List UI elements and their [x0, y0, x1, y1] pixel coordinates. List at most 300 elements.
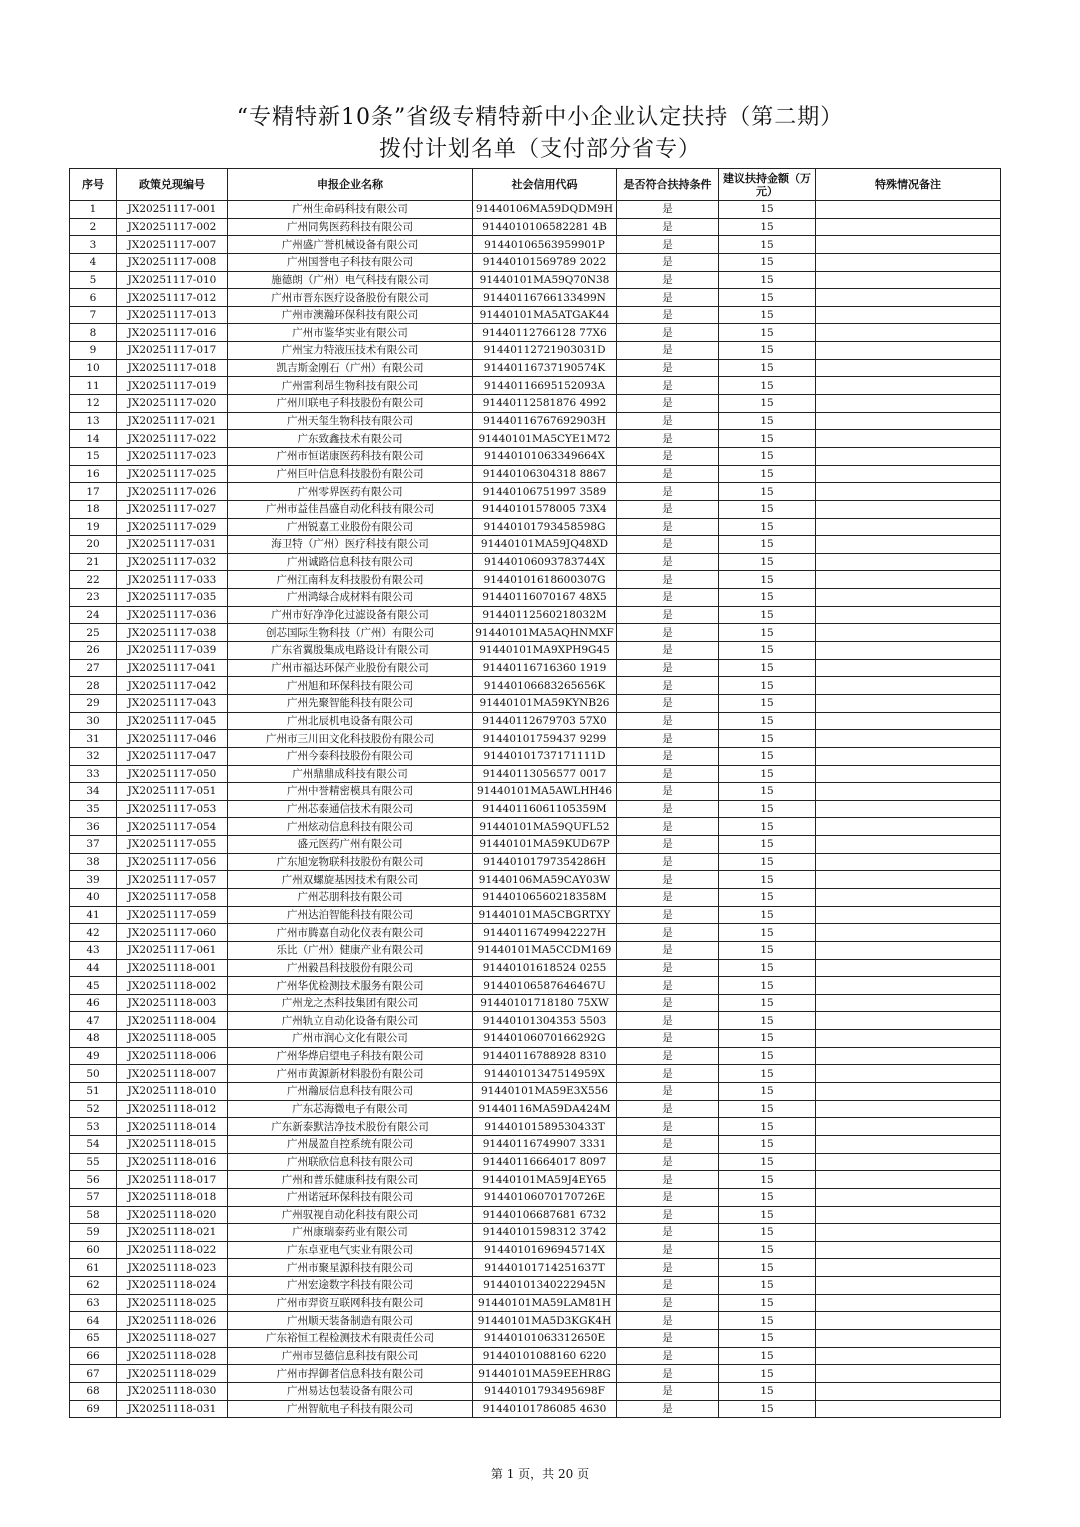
company-name: 广州中誉精密模具有限公司 [228, 783, 473, 801]
remarks [816, 536, 1001, 554]
remarks [816, 430, 1001, 448]
company-name: 广州市晋东医疗设备股份有限公司 [228, 289, 473, 307]
policy-number: JX20251117-059 [117, 906, 228, 924]
amount: 15 [719, 642, 816, 660]
eligible: 是 [617, 324, 719, 342]
company-name: 广州鸿绿合成材料有限公司 [228, 589, 473, 607]
amount: 15 [719, 1241, 816, 1259]
remarks [816, 1259, 1001, 1277]
policy-number: JX20251117-008 [117, 253, 228, 271]
row-index: 30 [70, 712, 117, 730]
amount: 15 [719, 201, 816, 219]
company-name: 广东新泰默洁净技术股份有限公司 [228, 1118, 473, 1136]
eligible: 是 [617, 924, 719, 942]
credit-code: 91440106304318 8867 [473, 465, 617, 483]
row-index: 58 [70, 1206, 117, 1224]
company-name: 广州智航电子科技有限公司 [228, 1400, 473, 1418]
eligible: 是 [617, 1065, 719, 1083]
remarks [816, 765, 1001, 783]
remarks [816, 1188, 1001, 1206]
credit-code: 91440112679703 57X0 [473, 712, 617, 730]
table-row [70, 642, 1001, 660]
eligible: 是 [617, 536, 719, 554]
policy-number: JX20251117-050 [117, 765, 228, 783]
remarks [816, 253, 1001, 271]
header-amount: 建议扶持金额（万元） [719, 169, 816, 201]
row-index: 57 [70, 1188, 117, 1206]
remarks [816, 1012, 1001, 1030]
company-name: 广东旭宠物联科技股份有限公司 [228, 853, 473, 871]
amount: 15 [719, 1030, 816, 1048]
row-index: 55 [70, 1153, 117, 1171]
policy-number: JX20251118-025 [117, 1294, 228, 1312]
row-index: 1 [70, 201, 117, 219]
eligible: 是 [617, 1294, 719, 1312]
remarks [816, 377, 1001, 395]
row-index: 61 [70, 1259, 117, 1277]
amount: 15 [719, 1259, 816, 1277]
amount: 15 [719, 977, 816, 995]
eligible: 是 [617, 888, 719, 906]
row-index: 67 [70, 1365, 117, 1383]
table-row [70, 483, 1001, 501]
credit-code: 91440116749942227H [473, 924, 617, 942]
eligible: 是 [617, 1241, 719, 1259]
credit-code: 91440101MA59LAM81H [473, 1294, 617, 1312]
credit-code: 91440101304353 5503 [473, 1012, 617, 1030]
company-name: 广州雷利昂生物科技有限公司 [228, 377, 473, 395]
remarks [816, 359, 1001, 377]
policy-number: JX20251118-023 [117, 1259, 228, 1277]
row-index: 38 [70, 853, 117, 871]
remarks [816, 447, 1001, 465]
row-index: 18 [70, 500, 117, 518]
row-index: 39 [70, 871, 117, 889]
eligible: 是 [617, 642, 719, 660]
credit-code: 91440106MA59DQDM9H [473, 201, 617, 219]
company-name: 广州诚路信息科技有限公司 [228, 553, 473, 571]
amount: 15 [719, 589, 816, 607]
table-row [70, 730, 1001, 748]
remarks [816, 589, 1001, 607]
remarks [816, 465, 1001, 483]
table-row [70, 1030, 1001, 1048]
eligible: 是 [617, 1153, 719, 1171]
table-row [70, 1118, 1001, 1136]
row-index: 46 [70, 994, 117, 1012]
amount: 15 [719, 289, 816, 307]
company-name: 广州联欣信息科技有限公司 [228, 1153, 473, 1171]
row-index: 43 [70, 941, 117, 959]
amount: 15 [719, 853, 816, 871]
policy-number: JX20251118-027 [117, 1330, 228, 1348]
amount: 15 [719, 412, 816, 430]
remarks [816, 1330, 1001, 1348]
amount: 15 [719, 606, 816, 624]
table-row [70, 236, 1001, 254]
policy-number: JX20251117-001 [117, 201, 228, 219]
company-name: 广州锐嘉工业股份有限公司 [228, 518, 473, 536]
amount: 15 [719, 1347, 816, 1365]
remarks [816, 994, 1001, 1012]
table-row [70, 218, 1001, 236]
eligible: 是 [617, 253, 719, 271]
eligible: 是 [617, 1347, 719, 1365]
amount: 15 [719, 359, 816, 377]
remarks [816, 1047, 1001, 1065]
company-name: 广州宝力特液压技术有限公司 [228, 342, 473, 360]
eligible: 是 [617, 1012, 719, 1030]
company-name: 广州毅昌科技股份有限公司 [228, 959, 473, 977]
remarks [816, 271, 1001, 289]
company-name: 广州芯泰通信技术有限公司 [228, 800, 473, 818]
credit-code: 91440101759437 9299 [473, 730, 617, 748]
row-index: 16 [70, 465, 117, 483]
company-name: 广州国誉电子科技有限公司 [228, 253, 473, 271]
amount: 15 [719, 677, 816, 695]
remarks [816, 941, 1001, 959]
credit-code: 91440106070166292G [473, 1030, 617, 1048]
policy-number: JX20251117-051 [117, 783, 228, 801]
eligible: 是 [617, 1206, 719, 1224]
table-row [70, 324, 1001, 342]
remarks [816, 1241, 1001, 1259]
policy-number: JX20251117-033 [117, 571, 228, 589]
amount: 15 [719, 888, 816, 906]
policy-number: JX20251118-030 [117, 1382, 228, 1400]
remarks [816, 888, 1001, 906]
eligible: 是 [617, 1224, 719, 1242]
credit-code: 91440106MA59CAY03W [473, 871, 617, 889]
amount: 15 [719, 518, 816, 536]
eligible: 是 [617, 218, 719, 236]
row-index: 47 [70, 1012, 117, 1030]
remarks [816, 553, 1001, 571]
amount: 15 [719, 871, 816, 889]
company-name: 广州市润心文化有限公司 [228, 1030, 473, 1048]
eligible: 是 [617, 359, 719, 377]
row-index: 24 [70, 606, 117, 624]
company-name: 广州巨叶信息科技股份有限公司 [228, 465, 473, 483]
table-row [70, 1224, 1001, 1242]
company-name: 广州市恒诺康医药科技有限公司 [228, 447, 473, 465]
remarks [816, 1347, 1001, 1365]
table-row [70, 1294, 1001, 1312]
eligible: 是 [617, 977, 719, 995]
row-index: 49 [70, 1047, 117, 1065]
company-name: 广州市益佳昌盛自动化科技有限公司 [228, 500, 473, 518]
policy-number: JX20251118-024 [117, 1277, 228, 1295]
remarks [816, 606, 1001, 624]
credit-code: 91440101578005 73X4 [473, 500, 617, 518]
table-body [70, 201, 1001, 1418]
eligible: 是 [617, 1171, 719, 1189]
credit-code: 91440101718180 75XW [473, 994, 617, 1012]
row-index: 59 [70, 1224, 117, 1242]
credit-code: 91440101MA59QUFL52 [473, 818, 617, 836]
eligible: 是 [617, 800, 719, 818]
policy-number: JX20251117-027 [117, 500, 228, 518]
policy-number: JX20251117-054 [117, 818, 228, 836]
credit-code: 91440116749907 3331 [473, 1135, 617, 1153]
row-index: 11 [70, 377, 117, 395]
credit-code: 91440116070167 48X5 [473, 589, 617, 607]
row-index: 34 [70, 783, 117, 801]
policy-number: JX20251117-046 [117, 730, 228, 748]
row-index: 29 [70, 694, 117, 712]
policy-number: JX20251118-016 [117, 1153, 228, 1171]
table-row [70, 306, 1001, 324]
remarks [816, 906, 1001, 924]
table-row [70, 1012, 1001, 1030]
amount: 15 [719, 465, 816, 483]
company-name: 广州先聚智能科技有限公司 [228, 694, 473, 712]
credit-code: 91440101696945714X [473, 1241, 617, 1259]
amount: 15 [719, 1047, 816, 1065]
amount: 15 [719, 1065, 816, 1083]
company-name: 广州市聚星源科技有限公司 [228, 1259, 473, 1277]
credit-code: 91440106587646467U [473, 977, 617, 995]
table-row [70, 1188, 1001, 1206]
row-index: 62 [70, 1277, 117, 1295]
policy-number: JX20251117-035 [117, 589, 228, 607]
funding-list-table [69, 168, 1001, 1418]
company-name: 乐比（广州）健康产业有限公司 [228, 941, 473, 959]
company-name: 广州宏途数字科技有限公司 [228, 1277, 473, 1295]
remarks [816, 1365, 1001, 1383]
amount: 15 [719, 306, 816, 324]
table-row [70, 1065, 1001, 1083]
remarks [816, 818, 1001, 836]
table-row [70, 253, 1001, 271]
credit-code: 91440116766133499N [473, 289, 617, 307]
eligible: 是 [617, 853, 719, 871]
company-name: 广州轨立自动化设备有限公司 [228, 1012, 473, 1030]
table-row [70, 342, 1001, 360]
eligible: 是 [617, 412, 719, 430]
row-index: 19 [70, 518, 117, 536]
remarks [816, 1153, 1001, 1171]
eligible: 是 [617, 694, 719, 712]
eligible: 是 [617, 553, 719, 571]
amount: 15 [719, 624, 816, 642]
eligible: 是 [617, 571, 719, 589]
table-row [70, 1100, 1001, 1118]
remarks [816, 712, 1001, 730]
company-name: 广州驭视自动化科技有限公司 [228, 1206, 473, 1224]
credit-code: 91440116664017 8097 [473, 1153, 617, 1171]
credit-code: 91440101088160 6220 [473, 1347, 617, 1365]
amount: 15 [719, 1012, 816, 1030]
document-title-line2: 拨付计划名单（支付部分省专） [378, 137, 701, 162]
table-row [70, 818, 1001, 836]
amount: 15 [719, 1224, 816, 1242]
policy-number: JX20251117-018 [117, 359, 228, 377]
company-name: 广州瀚辰信息科技有限公司 [228, 1083, 473, 1101]
row-index: 10 [70, 359, 117, 377]
amount: 15 [719, 1382, 816, 1400]
row-index: 27 [70, 659, 117, 677]
eligible: 是 [617, 1312, 719, 1330]
amount: 15 [719, 1153, 816, 1171]
table-row [70, 1206, 1001, 1224]
remarks [816, 783, 1001, 801]
credit-code: 91440101MA9XPH9G45 [473, 642, 617, 660]
policy-number: JX20251118-002 [117, 977, 228, 995]
policy-number: JX20251117-056 [117, 853, 228, 871]
credit-code: 91440101569789 2022 [473, 253, 617, 271]
credit-code: 91440101714251637T [473, 1259, 617, 1277]
table-row [70, 888, 1001, 906]
remarks [816, 218, 1001, 236]
eligible: 是 [617, 395, 719, 413]
eligible: 是 [617, 289, 719, 307]
policy-number: JX20251117-026 [117, 483, 228, 501]
header-index: 序号 [70, 169, 117, 201]
table-row [70, 289, 1001, 307]
table-row [70, 465, 1001, 483]
remarks [816, 694, 1001, 712]
policy-number: JX20251118-005 [117, 1030, 228, 1048]
table-row [70, 1382, 1001, 1400]
eligible: 是 [617, 342, 719, 360]
remarks [816, 395, 1001, 413]
row-index: 20 [70, 536, 117, 554]
credit-code: 91440116061105359M [473, 800, 617, 818]
credit-code: 91440101MA5CBGRTXY [473, 906, 617, 924]
row-index: 37 [70, 836, 117, 854]
amount: 15 [719, 395, 816, 413]
company-name: 广州今泰科技股份有限公司 [228, 747, 473, 765]
remarks [816, 483, 1001, 501]
policy-number: JX20251117-013 [117, 306, 228, 324]
table-row [70, 1153, 1001, 1171]
eligible: 是 [617, 959, 719, 977]
amount: 15 [719, 694, 816, 712]
policy-number: JX20251117-057 [117, 871, 228, 889]
credit-code: 91440101589530433T [473, 1118, 617, 1136]
eligible: 是 [617, 906, 719, 924]
table-row [70, 1241, 1001, 1259]
credit-code: 91440106683265656K [473, 677, 617, 695]
table-row [70, 395, 1001, 413]
remarks [816, 836, 1001, 854]
company-name: 广州江南科友科技股份有限公司 [228, 571, 473, 589]
amount: 15 [719, 342, 816, 360]
remarks [816, 800, 1001, 818]
amount: 15 [719, 818, 816, 836]
remarks [816, 1171, 1001, 1189]
policy-number: JX20251117-021 [117, 412, 228, 430]
row-index: 52 [70, 1100, 117, 1118]
policy-number: JX20251118-001 [117, 959, 228, 977]
table-header-row [70, 169, 1001, 201]
credit-code: 91440116MA59DA424M [473, 1100, 617, 1118]
remarks [816, 1294, 1001, 1312]
remarks [816, 1030, 1001, 1048]
table-row [70, 1171, 1001, 1189]
company-name: 广州市鉴华实业有限公司 [228, 324, 473, 342]
eligible: 是 [617, 871, 719, 889]
amount: 15 [719, 800, 816, 818]
table-row [70, 271, 1001, 289]
company-name: 广州双螺旋基因技术有限公司 [228, 871, 473, 889]
amount: 15 [719, 253, 816, 271]
company-name: 广东省翼殷集成电路设计有限公司 [228, 642, 473, 660]
table-row [70, 377, 1001, 395]
eligible: 是 [617, 1330, 719, 1348]
credit-code: 91440101MA5ATGAK44 [473, 306, 617, 324]
company-name: 广州市捍御者信息科技有限公司 [228, 1365, 473, 1383]
remarks [816, 500, 1001, 518]
company-name: 广州芯朋科技有限公司 [228, 888, 473, 906]
table-row [70, 871, 1001, 889]
eligible: 是 [617, 1365, 719, 1383]
policy-number: JX20251118-012 [117, 1100, 228, 1118]
remarks [816, 342, 1001, 360]
policy-number: JX20251118-020 [117, 1206, 228, 1224]
remarks [816, 236, 1001, 254]
remarks [816, 642, 1001, 660]
policy-number: JX20251118-006 [117, 1047, 228, 1065]
company-name: 广州达泊智能科技有限公司 [228, 906, 473, 924]
table-row [70, 500, 1001, 518]
eligible: 是 [617, 1083, 719, 1101]
amount: 15 [719, 1100, 816, 1118]
credit-code: 91440113056577 0017 [473, 765, 617, 783]
policy-number: JX20251117-047 [117, 747, 228, 765]
eligible: 是 [617, 518, 719, 536]
credit-code: 91440101MA5AWLHH46 [473, 783, 617, 801]
table-row [70, 977, 1001, 995]
row-index: 22 [70, 571, 117, 589]
remarks [816, 959, 1001, 977]
remarks [816, 289, 1001, 307]
eligible: 是 [617, 1400, 719, 1418]
policy-number: JX20251118-015 [117, 1135, 228, 1153]
credit-code: 91440106751997 3589 [473, 483, 617, 501]
table-row [70, 677, 1001, 695]
row-index: 35 [70, 800, 117, 818]
company-name: 广州市黄源新材料股份有限公司 [228, 1065, 473, 1083]
row-index: 6 [70, 289, 117, 307]
row-index: 14 [70, 430, 117, 448]
header-remarks: 特殊情况备注 [816, 169, 1001, 201]
company-name: 广东芯海微电子有限公司 [228, 1100, 473, 1118]
eligible: 是 [617, 271, 719, 289]
policy-number: JX20251117-002 [117, 218, 228, 236]
company-name: 广东致鑫技术有限公司 [228, 430, 473, 448]
remarks [816, 1277, 1001, 1295]
credit-code: 91440101618600307G [473, 571, 617, 589]
table-row [70, 624, 1001, 642]
policy-number: JX20251118-004 [117, 1012, 228, 1030]
header-credit-code: 社会信用代码 [473, 169, 617, 201]
table-row [70, 1259, 1001, 1277]
row-index: 5 [70, 271, 117, 289]
company-name: 广州市好净净化过滤设备有限公司 [228, 606, 473, 624]
remarks [816, 871, 1001, 889]
eligible: 是 [617, 836, 719, 854]
amount: 15 [719, 1312, 816, 1330]
policy-number: JX20251118-031 [117, 1400, 228, 1418]
policy-number: JX20251117-010 [117, 271, 228, 289]
amount: 15 [719, 730, 816, 748]
row-index: 40 [70, 888, 117, 906]
credit-code: 91440101MA59KYNB26 [473, 694, 617, 712]
company-name: 凯吉斯金刚石（广州）有限公司 [228, 359, 473, 377]
policy-number: JX20251117-045 [117, 712, 228, 730]
